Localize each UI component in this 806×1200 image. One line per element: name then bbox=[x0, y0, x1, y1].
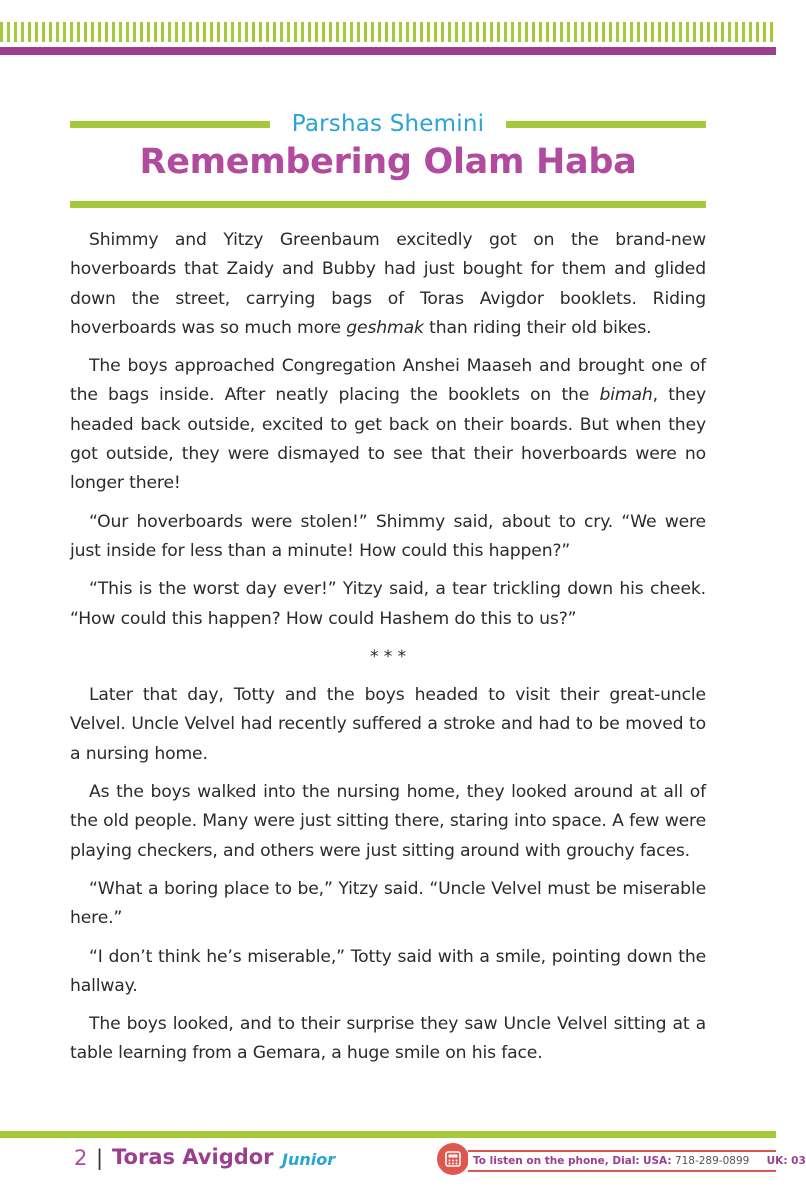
page-title: Remembering Olam Haba bbox=[139, 142, 637, 182]
phone-info bbox=[468, 1150, 806, 1172]
footer-line bbox=[0, 1131, 776, 1138]
story-paragraph-3: “Our hoverboards were stolen!” Shimmy said, about to cry. “We were just inside for less than a minute! How could this happen?” bbox=[70, 511, 706, 561]
parsha-header bbox=[70, 108, 706, 140]
story-paragraph-1: Shimmy and Yitzy Greenbaum excitedly got on the brand-new hoverboards that Zaidy and Bubby had just bought for them and glided down the street, carrying bags of Toras Avigdor booklets. Riding hoverboards was so much more geshmak than riding their old bikes. bbox=[70, 230, 706, 338]
page-number: 2 bbox=[74, 1146, 88, 1170]
parsha-name: Parshas Shemini bbox=[291, 111, 485, 137]
phone-label: To listen on the phone, Dial: bbox=[473, 1155, 640, 1167]
story-paragraph-7: “What a boring place to be,” Yitzy said. “Uncle Velvel must be miserable here.” bbox=[70, 878, 706, 929]
phone-glyph bbox=[444, 1150, 462, 1168]
story-paragraph-5: Later that day, Totty and the boys headed to visit their great-uncle Velvel. Uncle Velvel had recently suffered a stroke and had to be moved to a nursing home. bbox=[70, 685, 706, 764]
parsha-line-left bbox=[70, 121, 270, 128]
brand-name: Toras Avigdor bbox=[112, 1145, 274, 1169]
parsha-line-right bbox=[506, 121, 706, 128]
phone-icon bbox=[437, 1143, 469, 1175]
story-paragraph-9: The boys looked, and to their surprise they saw Uncle Velvel sitting at a table learning from a Gemara, a huge smile on his face. bbox=[70, 1014, 706, 1064]
title-underline bbox=[70, 201, 706, 208]
brand-junior: Junior bbox=[282, 1150, 336, 1169]
scene-separator: * * * bbox=[370, 646, 406, 667]
story-paragraph-2: The boys approached Congregation Anshei Maaseh and brought one of the bags inside. After neatly placing the booklets on the bimah, they headed back outside, excited to get back on their boards. But when they got outside, they were dismayed to see that their hoverboards were no longer there! bbox=[70, 356, 707, 494]
uk-label: UK: 03 bbox=[766, 1155, 806, 1167]
story-body bbox=[70, 226, 706, 1078]
usa-label: USA: bbox=[642, 1155, 672, 1167]
page-number-separator: | bbox=[96, 1146, 104, 1170]
usa-number: 718-289-0899 bbox=[674, 1155, 750, 1167]
story-paragraph-4: “This is the worst day ever!” Yitzy said, a tear trickling down his cheek. “How could this happen? How could Hashem do this to us?” bbox=[70, 579, 706, 629]
top-purple-bar bbox=[0, 47, 776, 55]
top-decorative-stripes bbox=[0, 22, 776, 42]
story-paragraph-6: As the boys walked into the nursing home, they looked around at all of the old people. Many were just sitting there, staring into space. A few were playing checkers, and others were just sitting around with grouchy faces. bbox=[70, 782, 706, 861]
story-paragraph-8: “I don’t think he’s miserable,” Totty said with a smile, pointing down the hallway. bbox=[70, 946, 706, 996]
